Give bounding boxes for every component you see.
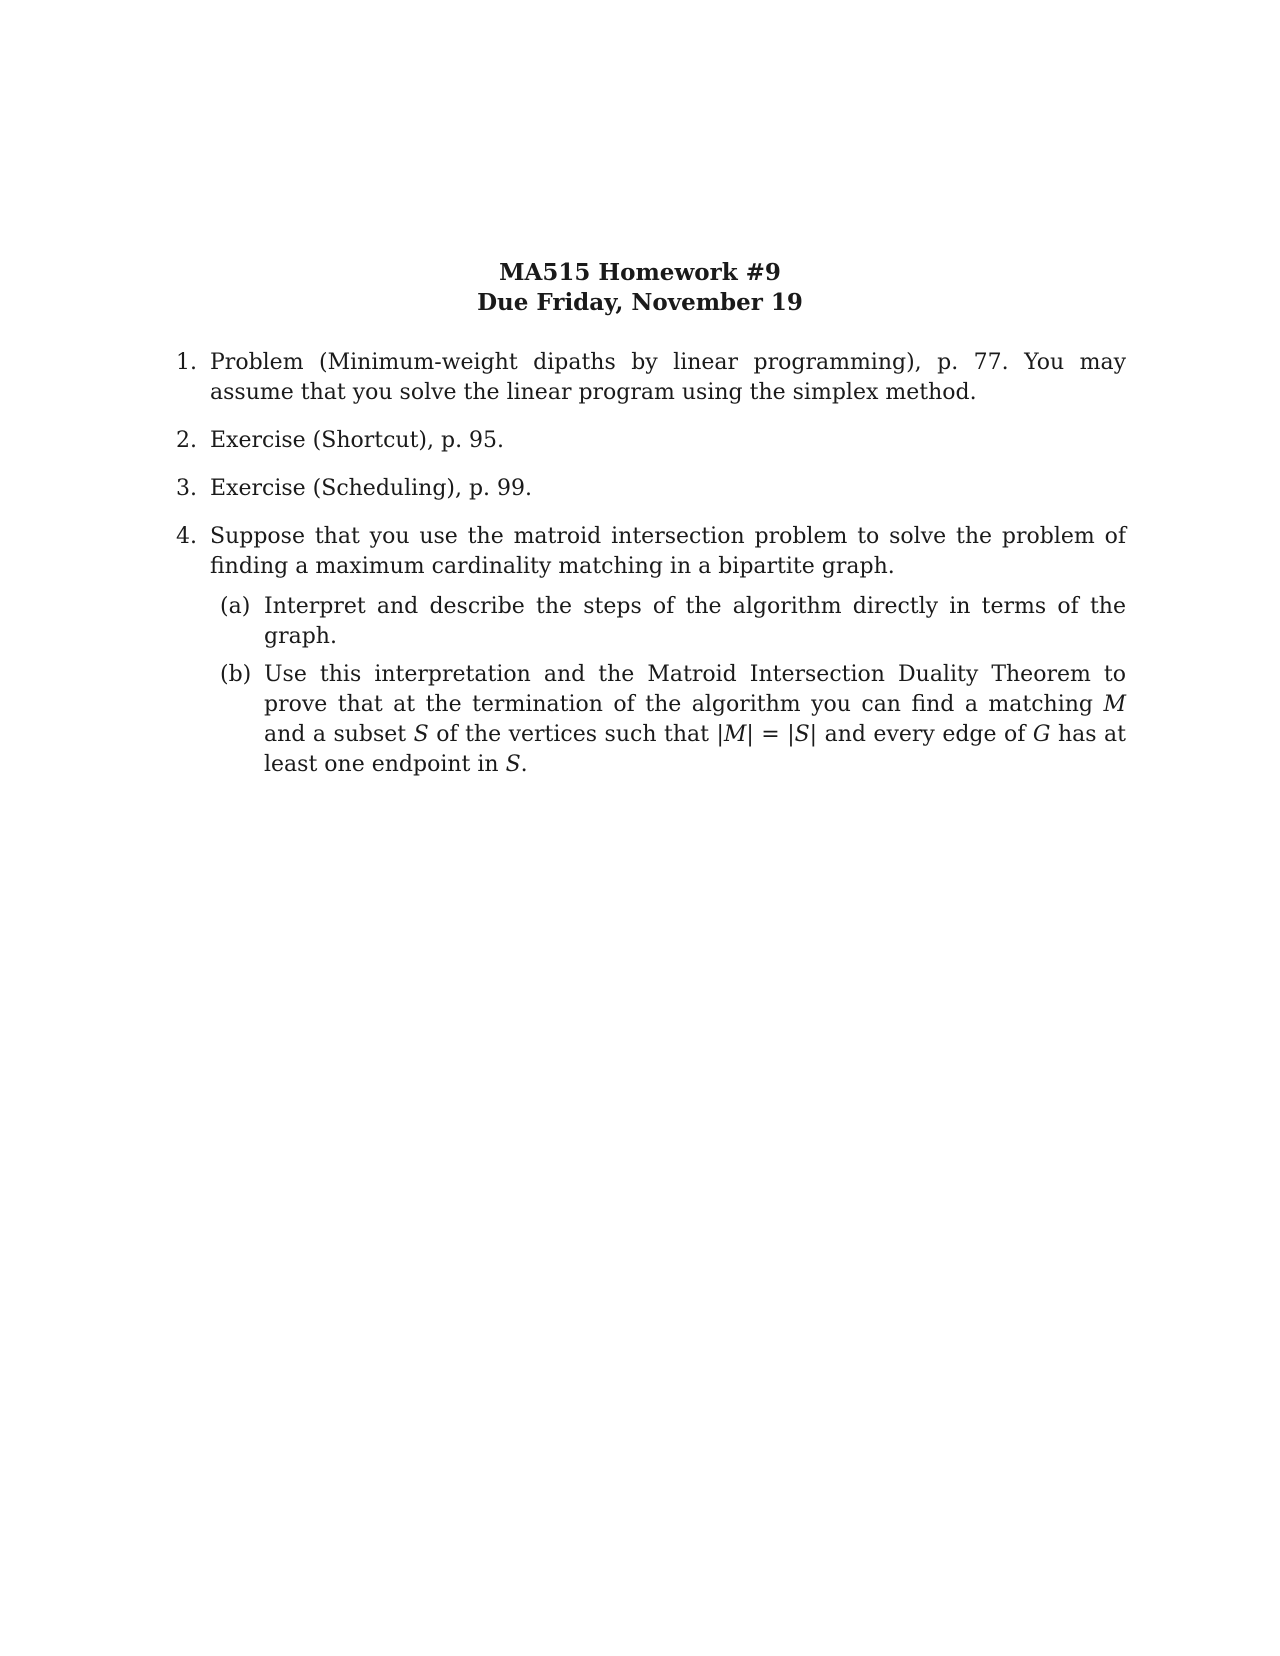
problem-number: 1. xyxy=(176,350,197,375)
math-var-s: S xyxy=(413,722,429,747)
problem-item-4 xyxy=(176,522,1126,780)
math-var-m: M xyxy=(1103,692,1126,717)
math-var-g: G xyxy=(1032,722,1051,747)
problem-item-3 xyxy=(176,474,1126,504)
math-equation: |M| = |S| xyxy=(716,722,818,747)
problem-text: Problem (Minimum-weight dipaths by linear programming), p. 77. You may assume that you solve the linear program using the simplex method. xyxy=(210,350,1126,405)
problem-number: 4. xyxy=(176,524,197,549)
subpart-label: (a) xyxy=(220,594,251,619)
homework-title: MA515 Homework #9 xyxy=(499,259,781,286)
subpart-b xyxy=(220,660,1126,780)
problem-number: 2. xyxy=(176,428,197,453)
subpart-text-1: Use this interpretation and the Matroid Intersection Duality Theorem to prove that at the termination of the algorithm you can find a matching xyxy=(264,662,1126,717)
subpart-text-4: and every edge of xyxy=(824,722,1026,747)
subpart-text-5: has at least one endpoint in xyxy=(264,722,1126,777)
problem-number: 3. xyxy=(176,476,197,501)
due-date: Due Friday, November 19 xyxy=(477,289,803,316)
problem-item-2 xyxy=(176,426,1126,456)
subpart-text-3: of the vertices such that xyxy=(436,722,709,747)
problem-text: Exercise (Scheduling), p. 99. xyxy=(210,476,533,501)
subpart-text-2: and a subset xyxy=(264,722,407,747)
homework-header xyxy=(0,258,1280,318)
problem-list xyxy=(176,348,1126,798)
subpart-list xyxy=(210,592,1126,780)
problem-text: Exercise (Shortcut), p. 95. xyxy=(210,428,505,453)
subpart-label: (b) xyxy=(220,662,252,687)
math-var-s2: S xyxy=(505,752,521,777)
subpart-text-6: . xyxy=(520,752,528,777)
subpart-a xyxy=(220,592,1126,652)
problem-item-1 xyxy=(176,348,1126,408)
subpart-text: Interpret and describe the steps of the algorithm directly in terms of the graph. xyxy=(264,594,1126,649)
problem-text: Suppose that you use the matroid intersection problem to solve the problem of finding a maximum cardinality matching in a bipartite graph. xyxy=(210,524,1126,579)
